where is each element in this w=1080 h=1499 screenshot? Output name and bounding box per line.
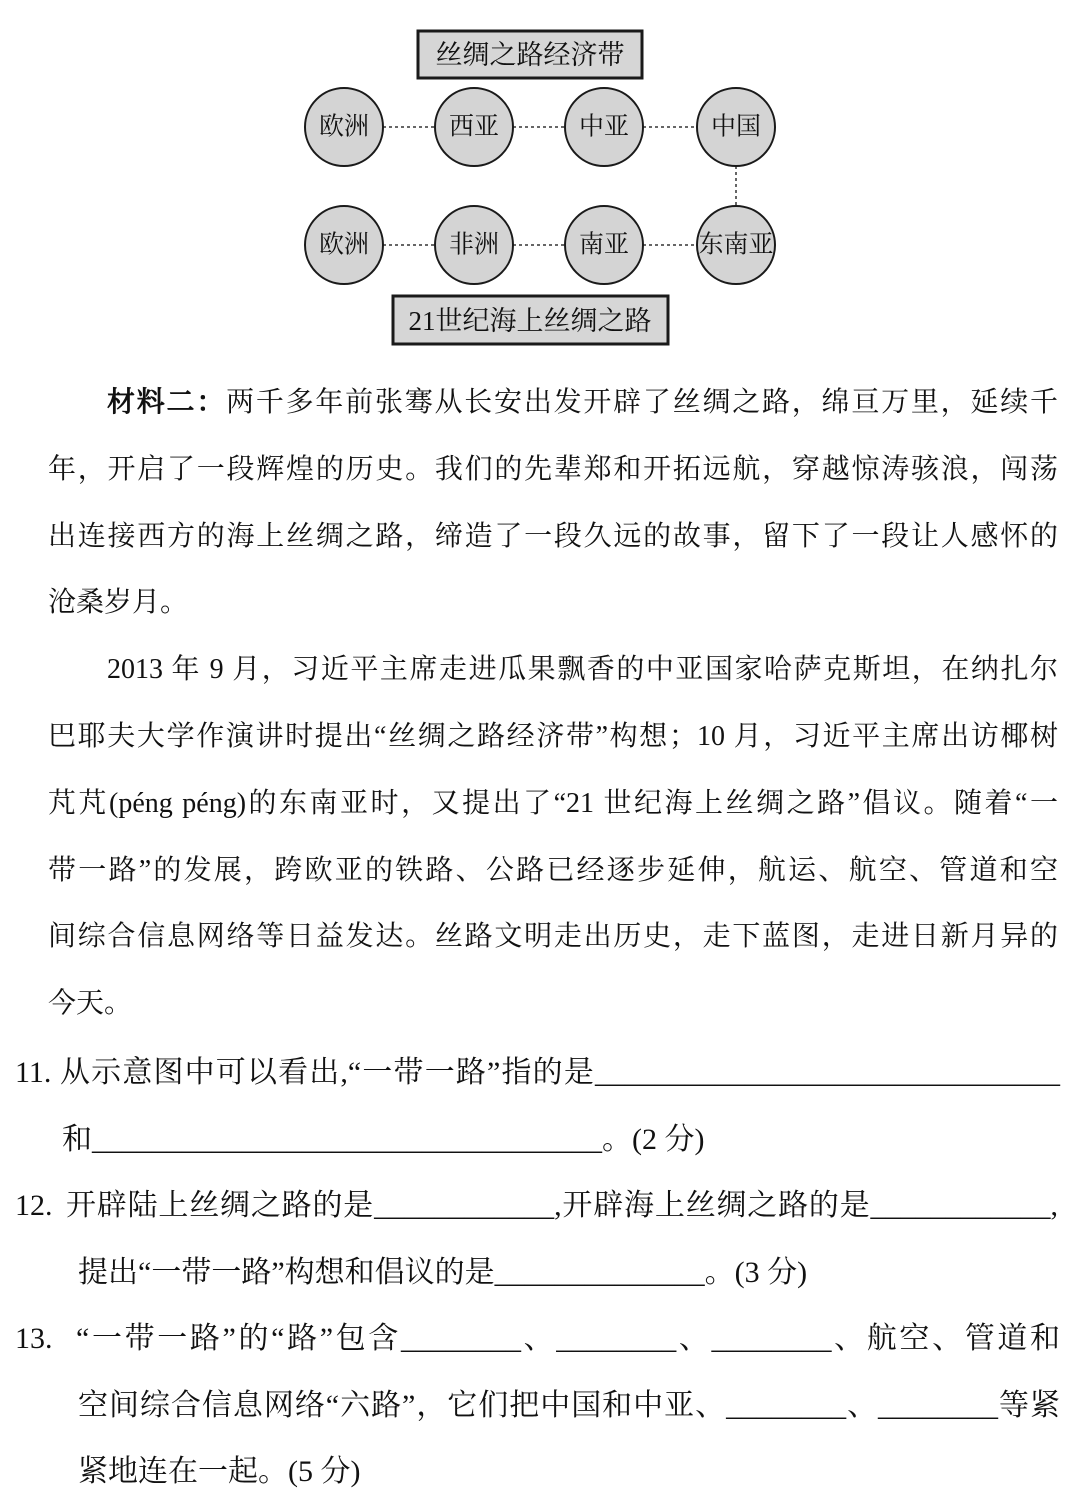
question-13-line-1 [0, 1319, 1060, 1359]
answer-blank: ________ [556, 1322, 677, 1355]
connector-lines [383, 127, 736, 245]
sea-route-title-box [393, 296, 668, 344]
questions [0, 1053, 1080, 1492]
paragraph1-line [48, 583, 1058, 623]
paragraph2-line [48, 917, 1058, 957]
question-score: 。(3 分) [704, 1255, 808, 1289]
answer-blank: ____________ [870, 1189, 1051, 1222]
answer-blank: ____________ [374, 1189, 555, 1222]
belt-and-road-diagram [0, 0, 1080, 360]
paragraph2-line [48, 851, 1058, 891]
paragraph1-line [48, 383, 1058, 423]
paragraph-text: 两千多年前张骞从长安出发开辟了丝绸之路，绵亘万里，延续千 [226, 387, 1058, 418]
question-number: 13. [15, 1322, 53, 1355]
node-label: 欧洲 [318, 231, 370, 259]
sea-route-node-south-asia [565, 206, 643, 284]
material-label: 材料二： [107, 387, 227, 418]
question-prompt: 等紧 [998, 1388, 1060, 1422]
node-label: 南亚 [578, 231, 630, 259]
node-label: 欧洲 [318, 113, 370, 141]
sea-route-title: 21世纪海上丝绸之路 [408, 306, 652, 336]
paragraph-text: 年，开启了一段辉煌的历史。我们的先辈郑和开拓远航，穿越惊涛骇浪，闯荡 [48, 453, 1058, 485]
question-12-line-1 [0, 1186, 1058, 1226]
paragraph-text: 间综合信息网络等日益发达。丝路文明走出历史，走下蓝图，走进日新月异的 [48, 921, 1058, 953]
node-label: 东南亚 [698, 231, 774, 259]
question-number: 12. [15, 1189, 53, 1222]
land-route-title-box [418, 31, 642, 78]
paragraph-text: 沧桑岁月。 [48, 587, 189, 619]
paragraph-text: 2013 年 9 月，习近平主席走进瓜果飘香的中亚国家哈萨克斯坦，在纳扎尔 [107, 654, 1058, 686]
answer-blank: ________ [711, 1322, 832, 1355]
material-two [48, 383, 1058, 1024]
question-prompt: 开辟陆上丝绸之路的是 [66, 1189, 375, 1222]
land-route-node-china [697, 88, 775, 166]
land-route-node-west-asia [435, 88, 513, 166]
question-separator: 、 [846, 1388, 879, 1422]
node-label: 非洲 [448, 231, 500, 259]
question-prompt: 空间综合信息网络“六路”，它们把中国和中亚、 [78, 1388, 727, 1422]
question-prompt: ,开辟海上丝绸之路的是 [554, 1189, 871, 1222]
question-number: 11. [15, 1056, 52, 1089]
question-11-line-1 [0, 1053, 1060, 1093]
question-11-line-2 [0, 1120, 1060, 1160]
question-prompt: 提出“一带一路”构想和倡议的是 [78, 1255, 495, 1289]
node-label: 西亚 [448, 113, 500, 141]
answer-blank: ________ [400, 1322, 521, 1355]
paragraph2-line [48, 784, 1058, 824]
sea-route-node-southeast-asia [697, 206, 775, 284]
node-label: 中国 [710, 113, 762, 141]
question-punctuation: , [1050, 1189, 1059, 1222]
paragraph-text: 带一路”的发展，跨欧亚的铁路、公路已经逐步延伸，航运、航空、管道和空 [48, 854, 1058, 886]
paragraph1-line [48, 517, 1058, 557]
paragraph1-line [48, 450, 1058, 490]
question-prompt: 从示意图中可以看出,“一带一路”指的是 [60, 1056, 595, 1089]
paragraph-text: 巴耶夫大学作演讲时提出“丝绸之路经济带”构想；10 月，习近平主席出访椰树 [48, 720, 1058, 752]
question-13-line-3 [0, 1452, 1060, 1492]
land-route-title: 丝绸之路经济带 [435, 40, 625, 70]
paragraph-text: 出连接西方的海上丝绸之路，缔造了一段久远的故事，留下了一段让人感怀的 [48, 520, 1058, 552]
question-13-line-2 [0, 1386, 1060, 1426]
question-12-line-2 [0, 1253, 1060, 1293]
question-prompt: 、航空、管道和 [831, 1322, 1060, 1355]
question-separator: 、 [676, 1322, 712, 1355]
answer-blank: __________________________________ [92, 1122, 602, 1156]
answer-blank: ______________ [494, 1255, 705, 1289]
paragraph-text: 今天。 [48, 988, 133, 1020]
land-route-node-europe [305, 88, 383, 166]
question-prompt: “一带一路”的“路”包含 [76, 1322, 401, 1355]
question-prompt: 紧地连在一起。(5 分) [78, 1455, 361, 1488]
sea-route-node-africa [435, 206, 513, 284]
paragraph2-line [48, 717, 1058, 757]
answer-blank: ________ [726, 1388, 847, 1422]
question-separator: 、 [520, 1322, 557, 1355]
paragraph2-line [48, 984, 1058, 1024]
answer-blank: _______________________________ [595, 1056, 1060, 1089]
paragraph-text: 芃芃(péng péng)的东南亚时，又提出了“21 世纪海上丝绸之路”倡议。随着“一 [48, 787, 1058, 819]
paragraph2-line [48, 650, 1058, 690]
answer-blank: ________ [878, 1388, 999, 1422]
node-label: 中亚 [578, 113, 630, 141]
land-route-node-central-asia [565, 88, 643, 166]
sea-route-node-europe [305, 206, 383, 284]
question-score: 。(2 分) [602, 1122, 705, 1156]
question-prompt: 和 [62, 1122, 92, 1156]
